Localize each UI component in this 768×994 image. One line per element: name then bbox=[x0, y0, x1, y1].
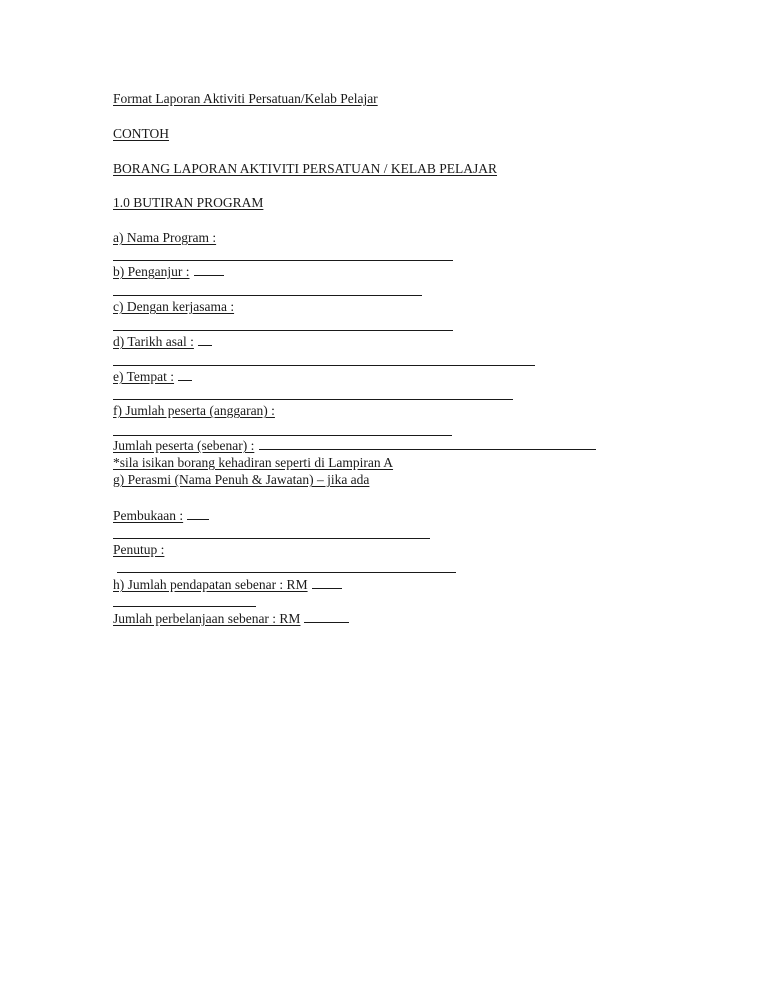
field-peserta-anggaran-line[interactable] bbox=[113, 435, 452, 436]
lampiran-note: *sila isikan borang kehadiran seperti di Lampiran A bbox=[113, 455, 394, 470]
field-nama-program-label: a) Nama Program : bbox=[113, 230, 217, 245]
field-penutup-label: Penutup : bbox=[113, 542, 165, 557]
field-tempat-row bbox=[113, 368, 192, 386]
field-peserta-sebenar-row bbox=[113, 437, 596, 455]
field-tempat-label: e) Tempat : bbox=[113, 369, 175, 384]
contoh-label: CONTOH bbox=[113, 126, 170, 141]
field-tempat-line[interactable] bbox=[113, 399, 513, 400]
field-peserta-sebenar-blank[interactable] bbox=[259, 437, 596, 450]
field-perbelanjaan-row bbox=[113, 610, 349, 628]
field-pembukaan-line[interactable] bbox=[113, 538, 430, 539]
field-pendapatan-blank[interactable] bbox=[312, 576, 342, 589]
field-tarikh-blank[interactable] bbox=[198, 333, 212, 346]
field-tempat-blank[interactable] bbox=[178, 368, 192, 381]
field-tarikh-label: d) Tarikh asal : bbox=[113, 334, 194, 349]
field-penganjur-label: b) Penganjur : bbox=[113, 264, 190, 279]
field-pembukaan-blank[interactable] bbox=[187, 507, 209, 520]
field-penutup-line[interactable] bbox=[117, 572, 456, 573]
field-nama-program-line[interactable] bbox=[113, 260, 453, 261]
field-perasmi-label: g) Perasmi (Nama Penuh & Jawatan) – jika ada bbox=[113, 472, 370, 487]
section-title: 1.0 BUTIRAN PROGRAM bbox=[113, 195, 264, 210]
field-peserta-anggaran-label: f) Jumlah peserta (anggaran) : bbox=[113, 403, 275, 418]
field-tarikh-line[interactable] bbox=[113, 365, 535, 366]
format-heading: Format Laporan Aktiviti Persatuan/Kelab Pelajar bbox=[113, 91, 378, 106]
field-pendapatan-label: h) Jumlah pendapatan sebenar : RM bbox=[113, 577, 308, 592]
field-pembukaan-row bbox=[113, 507, 209, 525]
form-title: BORANG LAPORAN AKTIVITI PERSATUAN / KELAB PELAJAR bbox=[113, 161, 498, 176]
field-perbelanjaan-blank[interactable] bbox=[304, 610, 349, 623]
field-peserta-sebenar-label: Jumlah peserta (sebenar) : bbox=[113, 438, 255, 453]
field-perbelanjaan-label: Jumlah perbelanjaan sebenar : RM bbox=[113, 611, 301, 626]
field-penganjur-line[interactable] bbox=[113, 295, 422, 296]
field-tarikh-row bbox=[113, 333, 212, 351]
field-penganjur-blank[interactable] bbox=[194, 263, 224, 276]
field-penganjur-row bbox=[113, 263, 224, 281]
field-kerjasama-line[interactable] bbox=[113, 330, 453, 331]
field-kerjasama-label: c) Dengan kerjasama : bbox=[113, 299, 235, 314]
field-pendapatan-row bbox=[113, 576, 342, 594]
field-pendapatan-line[interactable] bbox=[113, 606, 256, 607]
field-pembukaan-label: Pembukaan : bbox=[113, 508, 184, 523]
